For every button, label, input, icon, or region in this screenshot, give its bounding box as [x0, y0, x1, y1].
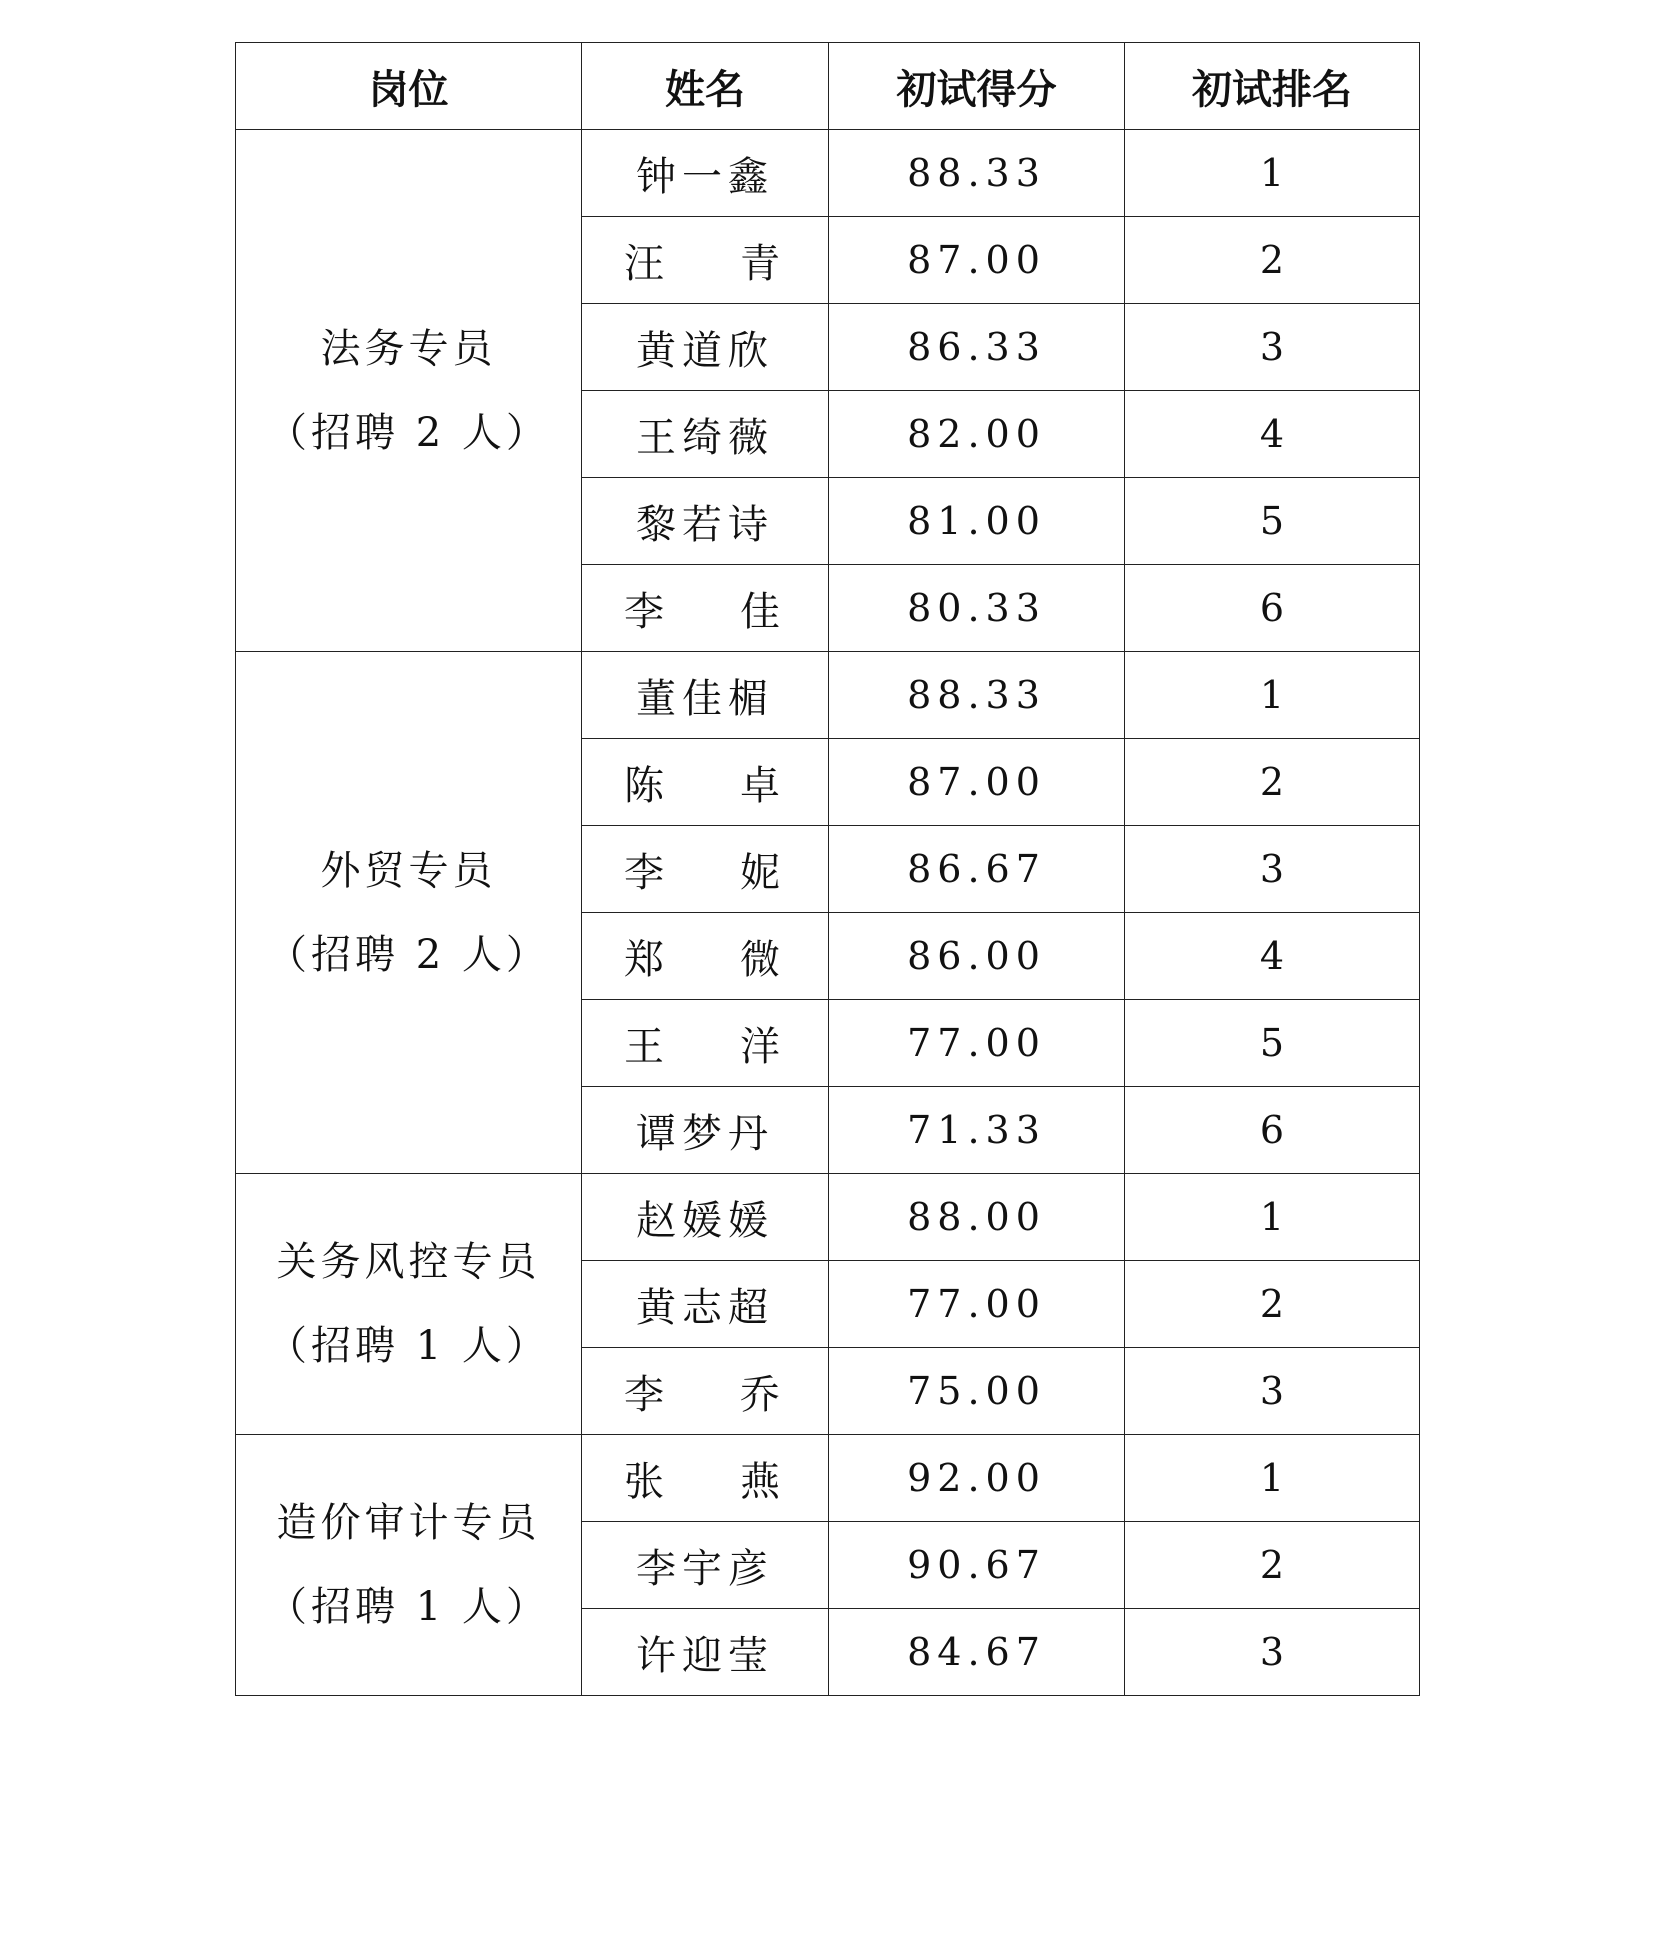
candidate-name: 赵媛媛	[582, 1174, 829, 1261]
position-cell	[236, 1435, 582, 1696]
position-quota: （招聘 1 人）	[267, 1323, 550, 1369]
candidate-name: 李宇彦	[582, 1522, 829, 1609]
candidate-score: 77.00	[829, 1261, 1125, 1348]
candidate-rank: 2	[1125, 739, 1420, 826]
candidate-name: 许迎莹	[582, 1609, 829, 1696]
candidate-score: 71.33	[829, 1087, 1125, 1174]
candidate-name: 董佳楣	[582, 652, 829, 739]
table-row	[236, 652, 1420, 739]
position-quota: （招聘 1 人）	[267, 1584, 550, 1630]
candidate-name: 黎若诗	[582, 478, 829, 565]
position-cell	[236, 652, 582, 1174]
position-cell	[236, 130, 582, 652]
candidate-name: 李 乔	[582, 1348, 829, 1435]
candidate-name: 李 佳	[582, 565, 829, 652]
table-row	[236, 1174, 1420, 1261]
candidate-score: 90.67	[829, 1522, 1125, 1609]
candidate-name: 谭梦丹	[582, 1087, 829, 1174]
candidate-rank: 2	[1125, 1261, 1420, 1348]
candidate-name: 李 妮	[582, 826, 829, 913]
candidate-rank: 5	[1125, 1000, 1420, 1087]
candidate-rank: 5	[1125, 478, 1420, 565]
candidate-score: 75.00	[829, 1348, 1125, 1435]
candidate-rank: 2	[1125, 1522, 1420, 1609]
position-quota: （招聘 2 人）	[267, 409, 550, 456]
candidate-name: 钟一鑫	[582, 130, 829, 217]
candidate-name: 黄道欣	[582, 304, 829, 391]
candidate-score: 86.67	[829, 826, 1125, 913]
position-title: 关务风控专员	[276, 1239, 541, 1285]
candidate-name: 王 洋	[582, 1000, 829, 1087]
candidate-rank: 1	[1125, 652, 1420, 739]
position-quota: （招聘 2 人）	[267, 931, 550, 978]
candidate-score: 88.33	[829, 652, 1125, 739]
candidate-rank: 3	[1125, 1348, 1420, 1435]
header-rank: 初试排名	[1125, 43, 1420, 130]
score-table	[235, 42, 1420, 1696]
candidate-rank: 2	[1125, 217, 1420, 304]
candidate-name: 陈 卓	[582, 739, 829, 826]
candidate-score: 77.00	[829, 1000, 1125, 1087]
candidate-score: 88.33	[829, 130, 1125, 217]
position-title: 法务专员	[320, 325, 497, 372]
table-body	[236, 130, 1420, 1696]
candidate-score: 86.00	[829, 913, 1125, 1000]
candidate-rank: 4	[1125, 391, 1420, 478]
header-position: 岗位	[236, 43, 582, 130]
position-title: 外贸专员	[320, 847, 497, 894]
candidate-score: 87.00	[829, 217, 1125, 304]
candidate-name: 郑 微	[582, 913, 829, 1000]
candidate-rank: 1	[1125, 130, 1420, 217]
candidate-rank: 6	[1125, 1087, 1420, 1174]
candidate-rank: 1	[1125, 1174, 1420, 1261]
candidate-score: 80.33	[829, 565, 1125, 652]
candidate-score: 92.00	[829, 1435, 1125, 1522]
header-name: 姓名	[582, 43, 829, 130]
candidate-score: 88.00	[829, 1174, 1125, 1261]
candidate-score: 87.00	[829, 739, 1125, 826]
candidate-score: 84.67	[829, 1609, 1125, 1696]
candidate-score: 82.00	[829, 391, 1125, 478]
candidate-name: 王绮薇	[582, 391, 829, 478]
header-row	[236, 43, 1420, 130]
candidate-score: 81.00	[829, 478, 1125, 565]
candidate-rank: 6	[1125, 565, 1420, 652]
candidate-rank: 1	[1125, 1435, 1420, 1522]
candidate-rank: 3	[1125, 826, 1420, 913]
candidate-rank: 3	[1125, 304, 1420, 391]
table-row	[236, 1435, 1420, 1522]
candidate-name: 汪 青	[582, 217, 829, 304]
position-title: 造价审计专员	[276, 1500, 541, 1546]
position-cell	[236, 1174, 582, 1435]
candidate-name: 张 燕	[582, 1435, 829, 1522]
candidate-score: 86.33	[829, 304, 1125, 391]
candidate-name: 黄志超	[582, 1261, 829, 1348]
table-row	[236, 130, 1420, 217]
header-score: 初试得分	[829, 43, 1125, 130]
candidate-rank: 3	[1125, 1609, 1420, 1696]
candidate-rank: 4	[1125, 913, 1420, 1000]
